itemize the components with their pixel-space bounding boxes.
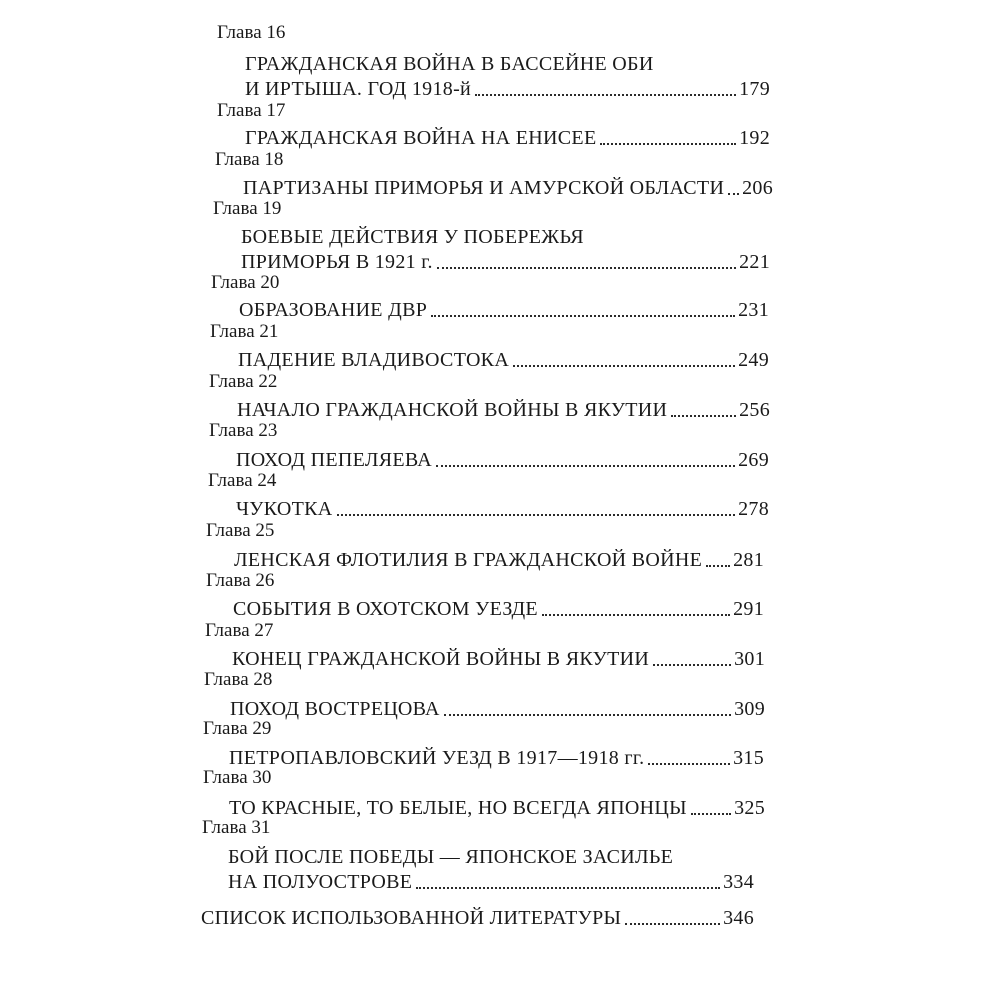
page-number: 206: [742, 177, 773, 199]
chapter-title: СОБЫТИЯ В ОХОТСКОМ УЕЗДЕ: [233, 598, 538, 620]
page-number: 346: [723, 907, 754, 929]
chapter-number: Глава 27: [205, 620, 274, 641]
page-number: 301: [734, 648, 765, 670]
toc-entry[interactable]: [230, 697, 765, 721]
dot-leader: [691, 813, 731, 815]
dot-leader: [436, 465, 735, 467]
chapter-title: ПОХОД ВОСТРЕЦОВА: [230, 698, 440, 720]
dot-leader: [437, 267, 736, 269]
chapter-number: Глава 23: [209, 420, 278, 441]
toc-entry[interactable]: [237, 398, 770, 422]
chapter-number: Глава 28: [204, 669, 273, 690]
dot-leader: [653, 664, 731, 666]
toc-entry[interactable]: [229, 746, 764, 770]
chapter-number: Глава 30: [203, 767, 272, 788]
chapter-title: ЛЕНСКАЯ ФЛОТИЛИЯ В ГРАЖДАНСКОЙ ВОЙНЕ: [234, 549, 703, 571]
chapter-number: Глава 18: [215, 149, 284, 170]
chapter-number: Глава 19: [213, 198, 282, 219]
page-number: 192: [739, 127, 770, 149]
dot-leader: [671, 415, 736, 417]
toc-entry[interactable]: [243, 176, 773, 200]
toc-entry[interactable]: [229, 796, 765, 820]
chapter-title-line: ГРАЖДАНСКАЯ ВОЙНА В БАССЕЙНЕ ОБИ: [245, 53, 654, 75]
chapter-title: ЧУКОТКА: [236, 498, 333, 520]
page-number: 291: [733, 598, 764, 620]
dot-leader: [625, 923, 720, 925]
chapter-title: КОНЕЦ ГРАЖДАНСКОЙ ВОЙНЫ В ЯКУТИИ: [232, 648, 650, 670]
chapter-number: Глава 22: [209, 371, 278, 392]
page-number: 231: [738, 299, 769, 321]
chapter-number: Глава 29: [203, 718, 272, 739]
chapter-title: НАЧАЛО ГРАЖДАНСКОЙ ВОЙНЫ В ЯКУТИИ: [237, 399, 668, 421]
page-number: 221: [739, 251, 770, 273]
page-number: 334: [723, 871, 754, 893]
toc-entry[interactable]: [236, 448, 769, 472]
page-number: 249: [738, 349, 769, 371]
dot-leader: [475, 94, 736, 96]
chapter-title: ТО КРАСНЫЕ, ТО БЕЛЫЕ, НО ВСЕГДА ЯПОНЦЫ: [229, 797, 687, 819]
toc-entry[interactable]: [241, 250, 770, 274]
page-number: 269: [738, 449, 769, 471]
toc-entry[interactable]: [238, 348, 769, 372]
dot-leader: [706, 565, 730, 567]
dot-leader: [542, 614, 730, 616]
chapter-title: ПАДЕНИЕ ВЛАДИВОСТОКА: [238, 349, 510, 371]
page-number: 281: [733, 549, 764, 571]
chapter-title: ПОХОД ПЕПЕЛЯЕВА: [236, 449, 433, 471]
chapter-number: Глава 21: [210, 321, 279, 342]
chapter-title: ПРИМОРЬЯ В 1921 г.: [241, 251, 433, 273]
toc-entry[interactable]: [245, 126, 770, 150]
chapter-title: ПЕТРОПАВЛОВСКИЙ УЕЗД В 1917—1918 гг.: [229, 747, 645, 769]
chapter-title: И ИРТЫША. ГОД 1918-й: [245, 78, 472, 100]
bibliography-title: СПИСОК ИСПОЛЬЗОВАННОЙ ЛИТЕРАТУРЫ: [201, 907, 622, 929]
page-number: 309: [734, 698, 765, 720]
dot-leader: [648, 763, 730, 765]
dot-leader: [728, 193, 739, 195]
page-number: 315: [733, 747, 764, 769]
dot-leader: [600, 143, 736, 145]
chapter-number: Глава 16: [217, 22, 286, 43]
toc-entry[interactable]: [236, 497, 769, 521]
chapter-number: Глава 24: [208, 470, 277, 491]
chapter-title: НА ПОЛУОСТРОВЕ: [228, 871, 413, 893]
toc-entry[interactable]: [233, 597, 764, 621]
dot-leader: [431, 315, 735, 317]
dot-leader: [513, 365, 735, 367]
chapter-title: ГРАЖДАНСКАЯ ВОЙНА НА ЕНИСЕЕ: [245, 127, 597, 149]
page-number: 256: [739, 399, 770, 421]
chapter-number: Глава 26: [206, 570, 275, 591]
chapter-number: Глава 17: [217, 100, 286, 121]
toc-entry-bibliography[interactable]: [201, 906, 754, 930]
toc-entry[interactable]: [228, 870, 754, 894]
toc-entry[interactable]: [245, 77, 770, 101]
chapter-title: ОБРАЗОВАНИЕ ДВР: [239, 299, 428, 321]
chapter-title: ПАРТИЗАНЫ ПРИМОРЬЯ И АМУРСКОЙ ОБЛАСТИ: [243, 177, 725, 199]
chapter-number: Глава 20: [211, 272, 280, 293]
dot-leader: [337, 514, 736, 516]
toc-entry[interactable]: [234, 548, 764, 572]
page-number: 179: [739, 78, 770, 100]
page-number: 278: [738, 498, 769, 520]
page-number: 325: [734, 797, 765, 819]
dot-leader: [416, 887, 720, 889]
chapter-title-line: БОЙ ПОСЛЕ ПОБЕДЫ — ЯПОНСКОЕ ЗАСИЛЬЕ: [228, 846, 674, 868]
toc-entry[interactable]: [232, 647, 765, 671]
chapter-number: Глава 25: [206, 520, 275, 541]
chapter-number: Глава 31: [202, 817, 271, 838]
dot-leader: [444, 714, 731, 716]
toc-entry[interactable]: [239, 298, 769, 322]
chapter-title-line: БОЕВЫЕ ДЕЙСТВИЯ У ПОБЕРЕЖЬЯ: [241, 226, 584, 248]
